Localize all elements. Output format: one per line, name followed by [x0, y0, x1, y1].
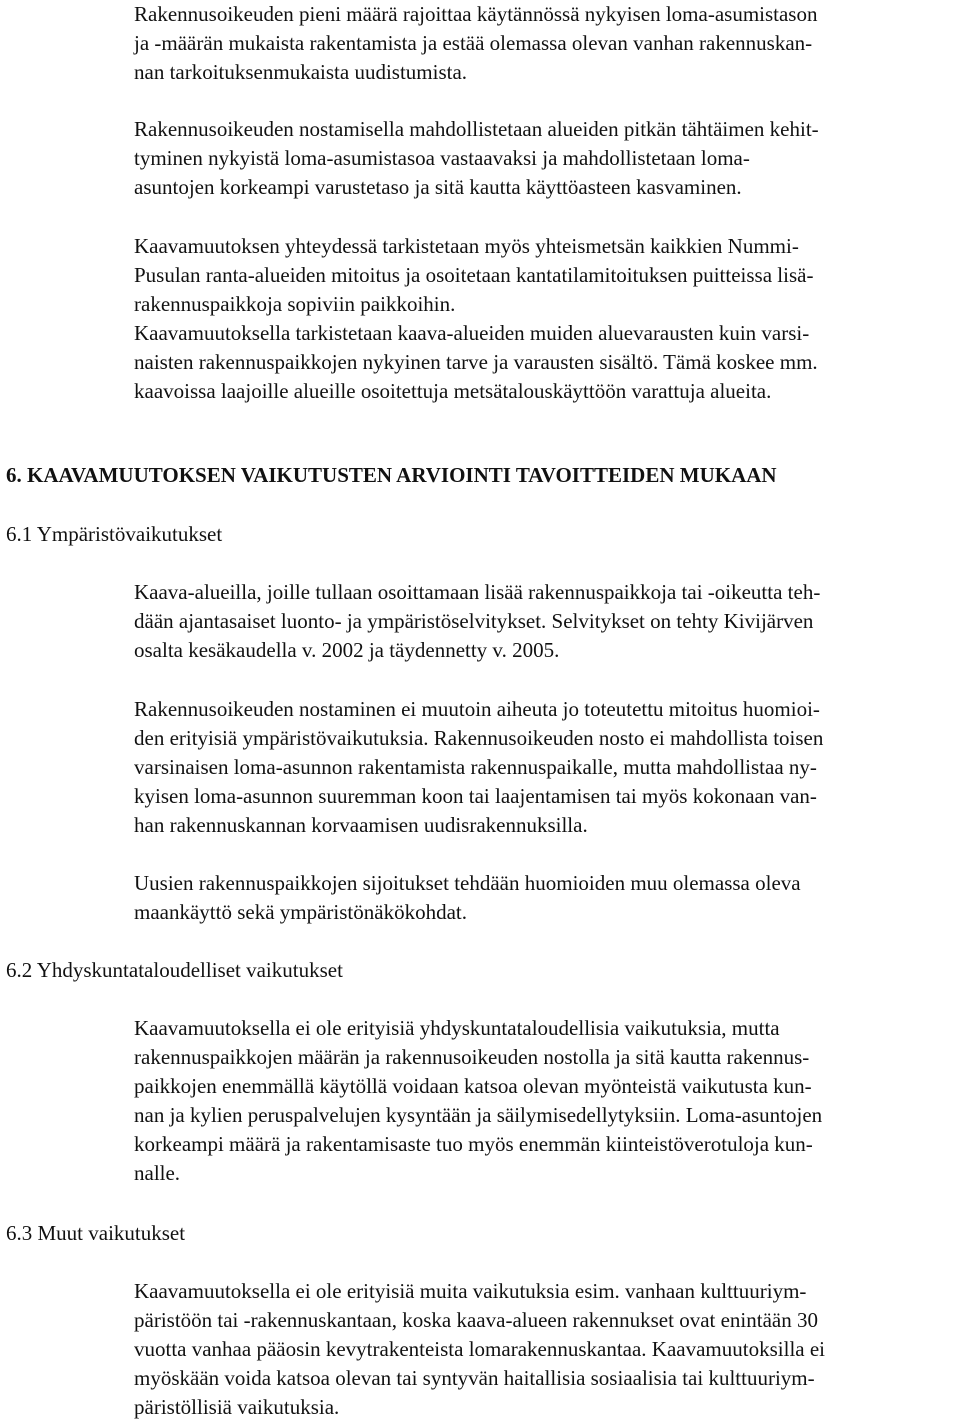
text-line: asuntojen korkeampi varustetaso ja sitä kautta käyttöasteen kasvaminen.	[134, 175, 742, 199]
section-heading-6	[6, 461, 777, 490]
text-line: dään ajantasaiset luonto- ja ympäristöselvitykset. Selvitykset on tehty Kivijärven	[134, 609, 814, 633]
paragraph-yhdyskuntatalous	[134, 1014, 822, 1188]
subsection-heading-6-3	[6, 1219, 185, 1248]
paragraph-selvitykset	[134, 578, 820, 665]
text-line: Pusulan ranta-alueiden mitoitus ja osoitetaan kantatilamitoituksen puitteissa lisä-	[134, 263, 814, 287]
text-line: paikkojen enemmällä käytöllä voidaan katsoa olevan myönteistä vaikutusta kun-	[134, 1074, 812, 1098]
paragraph-sijoitukset	[134, 869, 801, 927]
text-line: naisten rakennuspaikkojen nykyinen tarve ja varausten sisältö. Tämä koskee mm.	[134, 350, 818, 374]
subsection-heading-6-2	[6, 956, 343, 985]
paragraph-rakennusoikeus-pieni	[134, 0, 817, 87]
text-line: Rakennusoikeuden nostaminen ei muutoin aiheuta jo toteutettu mitoitus huomioi-	[134, 697, 820, 721]
text-line: tyminen nykyistä loma-asumistasoa vastaavaksi ja mahdollistetaan loma-	[134, 146, 750, 170]
text-line: Rakennusoikeuden nostamisella mahdollistetaan alueiden pitkän tähtäimen kehit-	[134, 117, 819, 141]
text-line: Kaava-alueilla, joille tullaan osoittamaan lisää rakennuspaikkoja tai -oikeutta teh-	[134, 580, 821, 604]
subsection-title: 6.2 Yhdyskuntataloudelliset vaikutukset	[6, 958, 343, 982]
section-title: 6. KAAVAMUUTOKSEN VAIKUTUSTEN ARVIOINTI TAVOITTEIDEN MUKAAN	[6, 463, 777, 487]
text-line: nalle.	[134, 1161, 181, 1185]
text-line: varsinaisen loma-asunnon rakentamista rakennuspaikalle, mutta mahdollistaa ny-	[134, 755, 817, 779]
text-line: kaavoissa laajoille alueille osoitettuja metsätalouskäyttöön varattuja alueita.	[134, 379, 772, 403]
text-line: kyisen loma-asunnon suuremman koon tai laajentamisen tai myös kokonaan van-	[134, 784, 817, 808]
text-line: nan tarkoituksenmukaista uudistumista.	[134, 60, 468, 84]
text-line: rakennuspaikkojen määrän ja rakennusoikeuden nostolla ja sitä kautta rakennus-	[134, 1045, 810, 1069]
subsection-title: 6.3 Muut vaikutukset	[6, 1221, 186, 1245]
paragraph-muut-vaikutukset	[134, 1277, 825, 1422]
text-line: rakennuspaikkoja sopiviin paikkoihin.	[134, 292, 456, 316]
text-line: ja -määrän mukaista rakentamista ja estää olemassa olevan vanhan rakennuskan-	[134, 31, 813, 55]
text-line: maankäyttö sekä ympäristönäkökohdat.	[134, 900, 467, 924]
subsection-heading-6-1	[6, 520, 222, 549]
text-line: Kaavamuutoksella tarkistetaan kaava-alueiden muiden aluevarausten kuin varsi-	[134, 321, 810, 345]
text-line: osalta kesäkaudella v. 2002 ja täydennetty v. 2005.	[134, 638, 560, 662]
subsection-title: 6.1 Ympäristövaikutukset	[6, 522, 223, 546]
text-line: nan ja kylien peruspalvelujen kysyntään ja säilymisedellytyksiin. Loma-asuntojen	[134, 1103, 823, 1127]
text-line: Kaavamuutoksen yhteydessä tarkistetaan myös yhteismetsän kaikkien Nummi-	[134, 234, 799, 258]
text-line: Kaavamuutoksella ei ole erityisiä yhdyskuntataloudellisia vaikutuksia, mutta	[134, 1016, 780, 1040]
paragraph-rakennusoikeus-nostaminen	[134, 115, 819, 202]
text-line: korkeampi määrä ja rakentamisaste tuo myös enemmän kiinteistöverotuloja kun-	[134, 1132, 813, 1156]
text-line: Rakennusoikeuden pieni määrä rajoittaa käytännössä nykyisen loma-asumistason	[134, 2, 818, 26]
paragraph-kaavamuutos-tarkistus	[134, 232, 818, 406]
text-line: Uusien rakennuspaikkojen sijoitukset tehdään huomioiden muu olemassa oleva	[134, 871, 801, 895]
text-line: han rakennuskannan korvaamisen uudisrakennuksilla.	[134, 813, 588, 837]
text-line: vuotta vanhaa pääosin kevytrakenteista lomarakennuskantaa. Kaavamuutoksilla ei	[134, 1337, 826, 1361]
text-line: päristöllisiä vaikutuksia.	[134, 1395, 340, 1419]
text-line: päristöön tai -rakennuskantaan, koska kaava-alueen rakennukset ovat enintään 30	[134, 1308, 818, 1332]
text-line: Kaavamuutoksella ei ole erityisiä muita vaikutuksia esim. vanhaan kulttuuriym-	[134, 1279, 807, 1303]
text-line: den erityisiä ympäristövaikutuksia. Rakennusoikeuden nosto ei mahdollista toisen	[134, 726, 824, 750]
text-line: myöskään voida katsoa olevan tai syntyvän haitallisia sosiaalisia tai kulttuuriym-	[134, 1366, 815, 1390]
paragraph-ymparistovaikutukset	[134, 695, 823, 840]
